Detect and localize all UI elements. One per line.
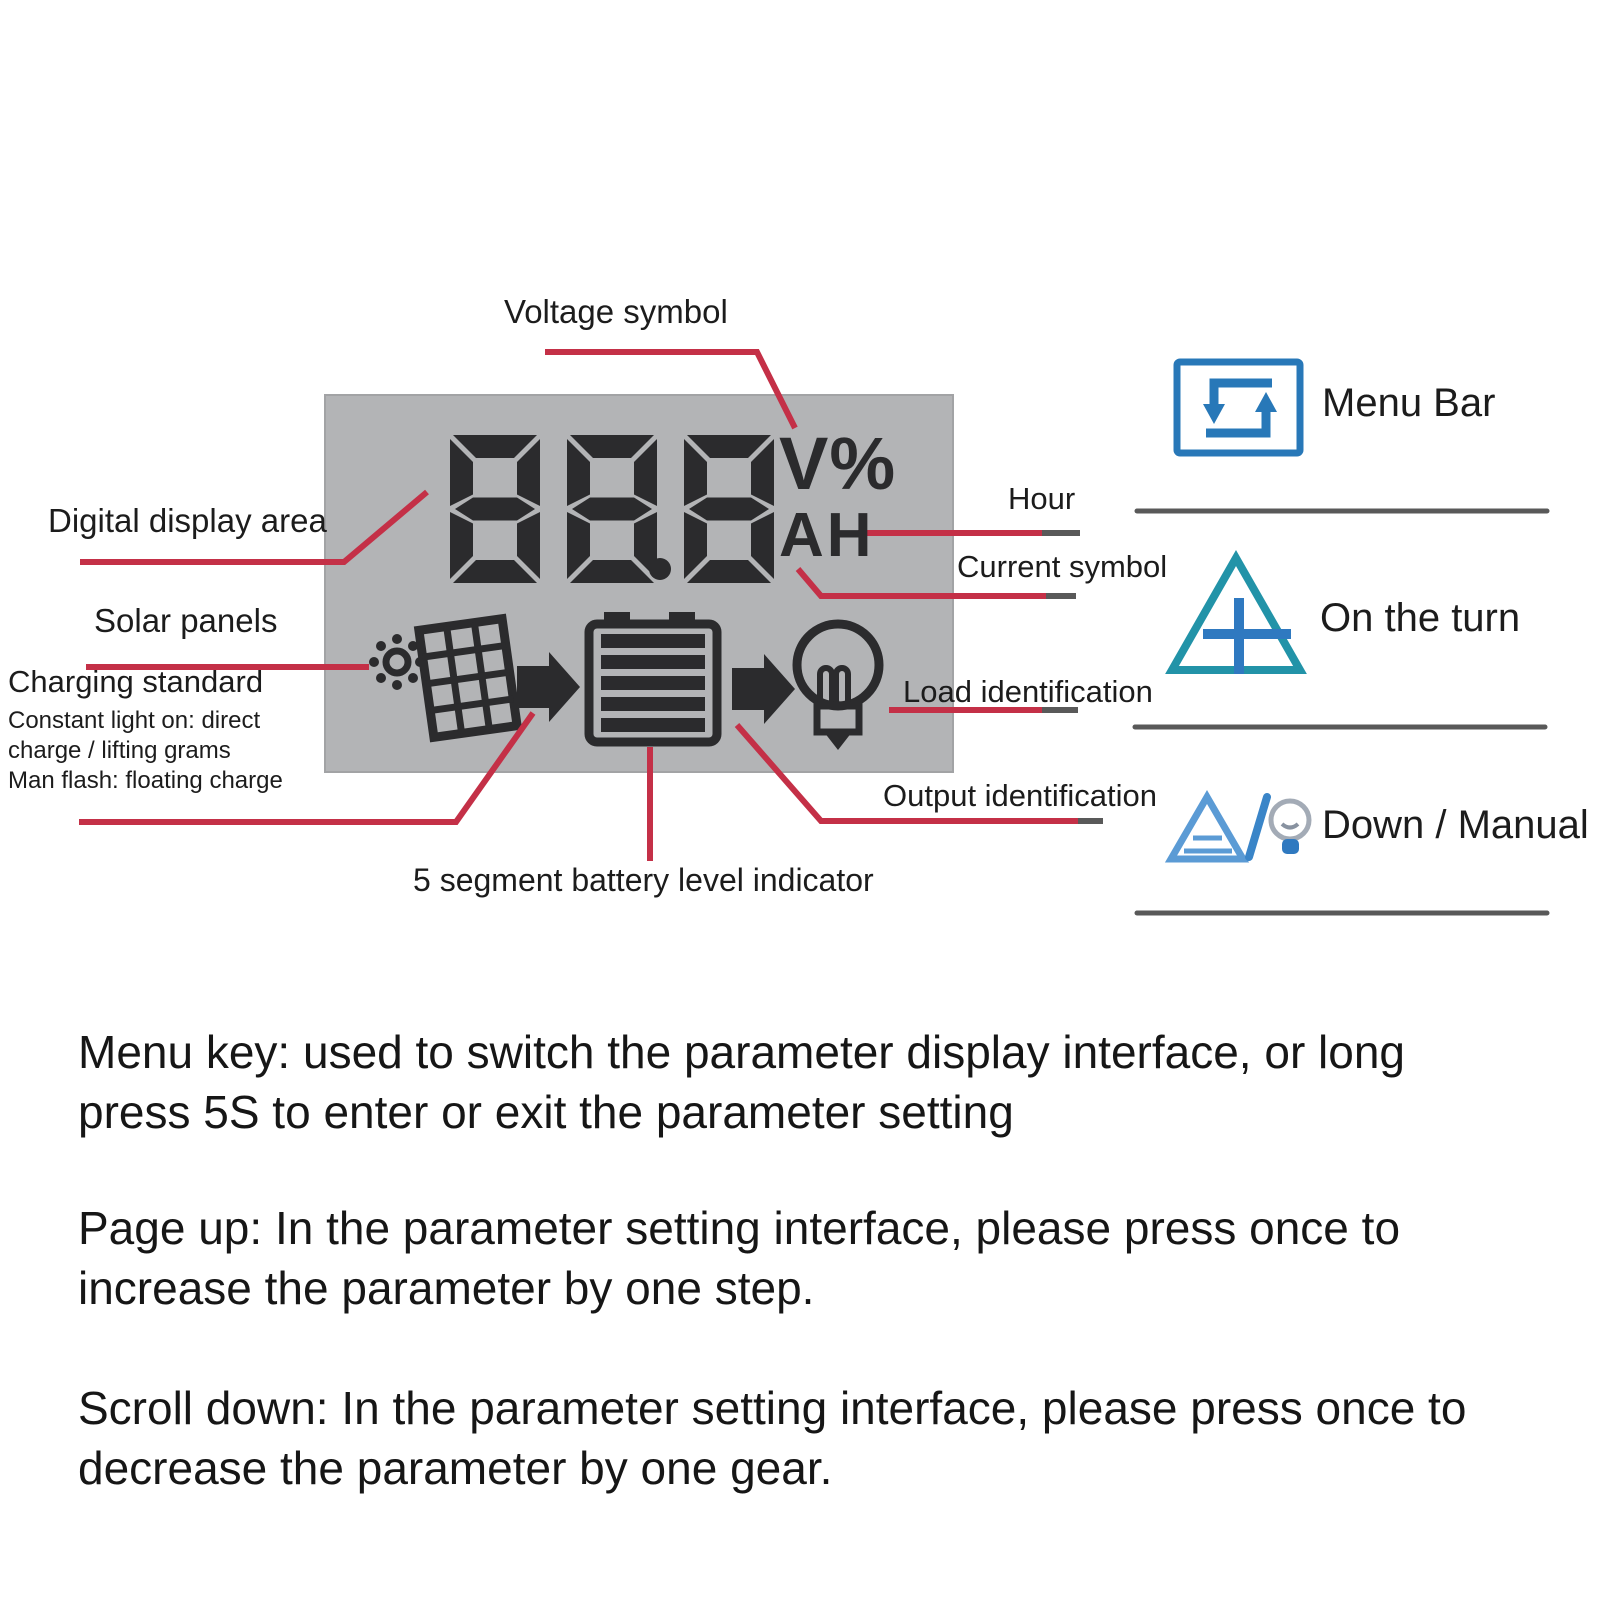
five-segment-battery-label: 5 segment battery level indicator bbox=[413, 862, 874, 898]
output-identification-label: Output identification bbox=[883, 778, 1158, 813]
voltage-symbol-label: Voltage symbol bbox=[504, 293, 728, 330]
page-up-instructions bbox=[78, 1198, 1400, 1318]
instruction-line: press 5S to enter or exit the parameter setting bbox=[78, 1086, 1014, 1138]
hour-label: Hour bbox=[1008, 481, 1076, 516]
bulb-small-icon bbox=[1271, 801, 1309, 854]
menu-key-instructions bbox=[78, 1022, 1405, 1142]
menu-loop-icon bbox=[1177, 362, 1300, 453]
triangle-stripes-icon bbox=[1171, 797, 1243, 859]
charging-standard-line: charge / lifting grams bbox=[8, 737, 231, 764]
instruction-line: increase the parameter by one step. bbox=[78, 1262, 815, 1314]
charging-standard-label: Charging standard bbox=[8, 664, 264, 699]
solar-panels-label: Solar panels bbox=[94, 602, 278, 639]
instruction-line: Menu key: used to switch the parameter display interface, or long bbox=[78, 1026, 1406, 1078]
down-manual-label: Down / Manual bbox=[1322, 803, 1589, 847]
current-symbol-label: Current symbol bbox=[957, 549, 1168, 584]
charging-standard-line: Man flash: floating charge bbox=[8, 767, 283, 794]
amp-hour-symbol: AH bbox=[779, 501, 875, 570]
slash-icon bbox=[1249, 797, 1267, 857]
instruction-line: Scroll down: In the parameter setting interface, please press once to bbox=[78, 1382, 1467, 1434]
digital-display-area-label: Digital display area bbox=[48, 502, 327, 539]
triangle-plus-icon bbox=[1172, 558, 1300, 674]
voltage-percent-symbol: V% bbox=[779, 422, 897, 505]
instruction-line: Page up: In the parameter setting interface, please press once to bbox=[78, 1202, 1401, 1254]
instruction-line: decrease the parameter by one gear. bbox=[78, 1442, 833, 1494]
scroll-down-instructions bbox=[78, 1378, 1466, 1498]
menu-bar-label: Menu Bar bbox=[1322, 381, 1496, 425]
charging-standard-line: Constant light on: direct bbox=[8, 707, 261, 734]
load-identification-label: Load identification bbox=[903, 674, 1153, 709]
charging-standard-description bbox=[8, 706, 283, 796]
seven-segment-display bbox=[450, 435, 774, 583]
on-the-turn-label: On the turn bbox=[1320, 596, 1521, 640]
